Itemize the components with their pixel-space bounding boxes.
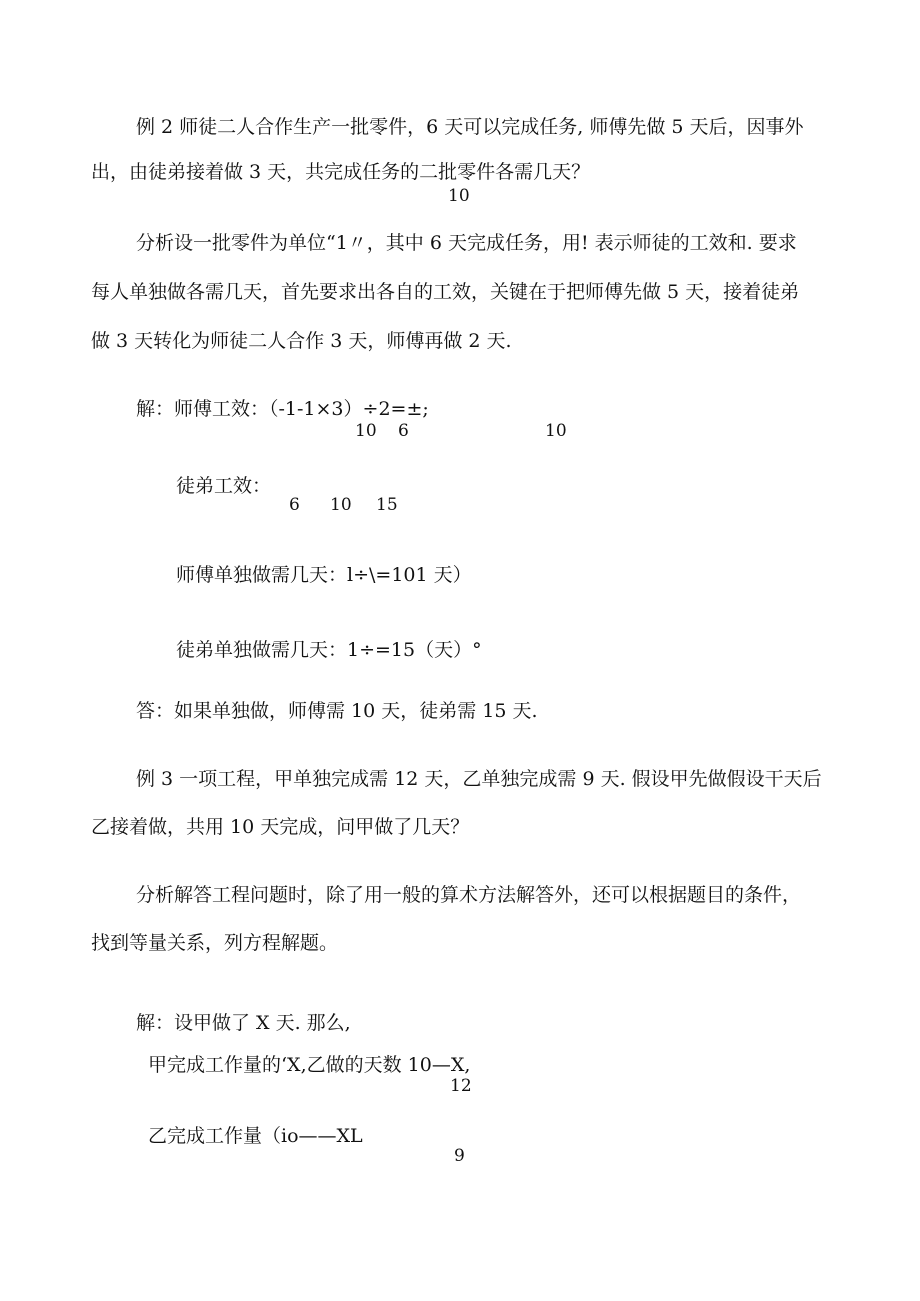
solution-2-denominator-c: 10 xyxy=(545,421,567,441)
example-2-line-1: 例 2 师徒二人合作生产一批零件，6 天可以完成任务, 师傅先做 5 天后，因事外 xyxy=(136,116,804,138)
solution-2-master-efficiency: 解：师傅工效：（-1-1×3）÷2=±; xyxy=(136,398,429,420)
solution-2-denominator-d: 6 xyxy=(289,495,300,515)
solution-3-denominator-12: 12 xyxy=(450,1076,472,1096)
solution-3-line-3: 乙完成工作量（io——XL xyxy=(148,1125,363,1147)
analysis-2-line-3: 做 3 天转化为师徒二人合作 3 天，师傅再做 2 天. xyxy=(91,330,512,352)
example-3-line-1: 例 3 一项工程，甲单独完成需 12 天，乙单独完成需 9 天. 假设甲先做假设干天后 xyxy=(136,768,822,790)
solution-2-denominator-b: 6 xyxy=(398,421,409,441)
analysis-3-line-1: 分析解答工程问题时，除了用一般的算术方法解答外，还可以根据题目的条件， xyxy=(136,884,802,906)
solution-2-denominator-f: 15 xyxy=(376,495,398,515)
solution-3-line-2: 甲完成工作量的‘X,乙做的天数 10—X, xyxy=(148,1054,471,1076)
analysis-3-line-2: 找到等量关系，列方程解题。 xyxy=(91,932,339,954)
solution-2-master-days: 师傅单独做需几天：l÷\=101 天） xyxy=(176,564,472,586)
analysis-2-line-2: 每人单独做各需几天，首先要求出各自的工效，关键在于把师傅先做 5 天，接着徒弟 xyxy=(91,281,800,303)
example-3-line-2: 乙接着做，共用 10 天完成，问甲做了几天？ xyxy=(91,816,470,838)
solution-3-denominator-9: 9 xyxy=(454,1146,465,1166)
example-2-denominator: 10 xyxy=(448,186,470,206)
analysis-2-line-1: 分析设一批零件为单位“1〃，其中 6 天完成任务，用! 表示师徒的工效和. 要求 xyxy=(136,232,797,254)
example-2-line-2: 出，由徒弟接着做 3 天，共完成任务的二批零件各需几天？ xyxy=(91,161,591,183)
solution-2-denominator-a: 10 xyxy=(355,421,377,441)
solution-2-apprentice-days: 徒弟单独做需几天：1÷=15（天）° xyxy=(176,639,482,661)
answer-2: 答：如果单独做，师傅需 10 天，徒弟需 15 天. xyxy=(136,700,538,722)
solution-2-apprentice-efficiency: 徒弟工效： xyxy=(176,475,272,497)
solution-2-denominator-e: 10 xyxy=(330,495,352,515)
solution-3-line-1: 解：设甲做了 X 天. 那么, xyxy=(136,1012,351,1034)
